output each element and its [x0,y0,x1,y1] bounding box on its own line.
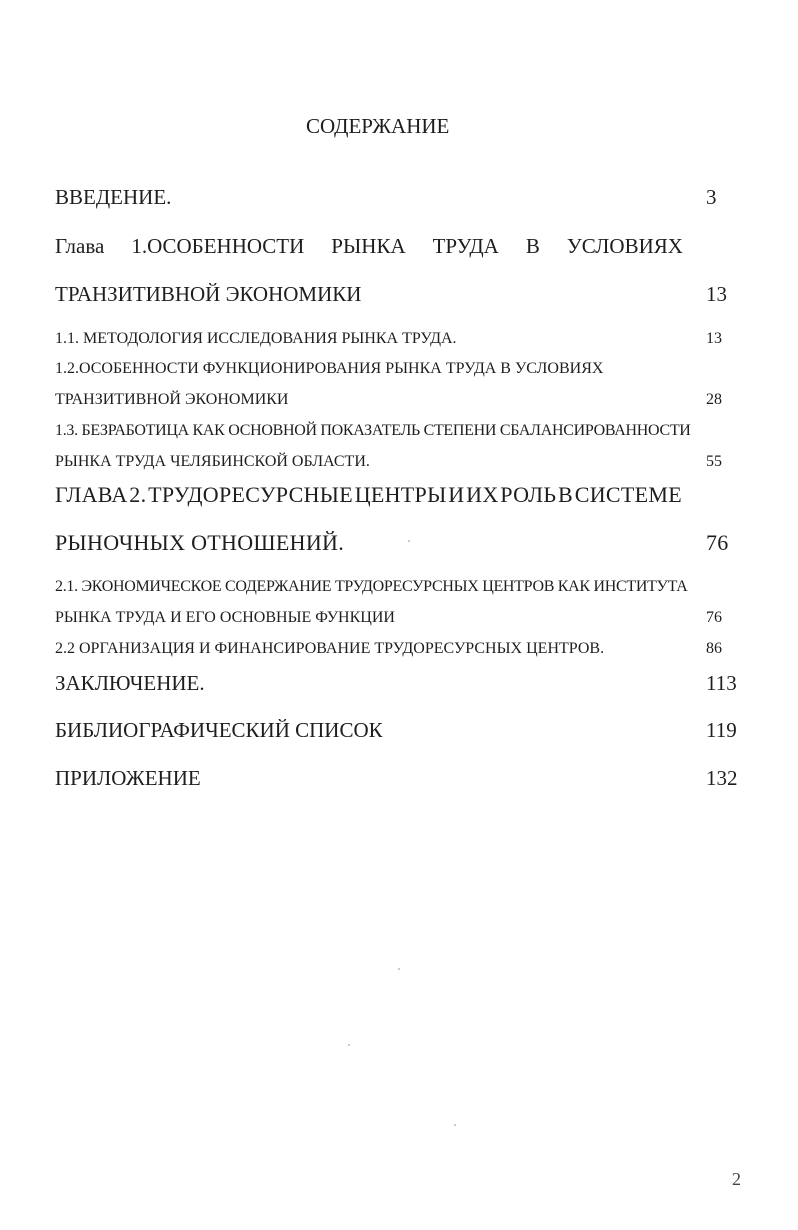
toc-section-2-1-line1: 2.1. ЭКОНОМИЧЕСКОЕ СОДЕРЖАНИЕ ТРУДОРЕСУРСНЫХ ЦЕНТРОВ КАК ИНСТИТУТА [55,578,688,595]
toc-ch1-word: УСЛОВИЯХ [566,234,683,258]
page-title: СОДЕРЖАНИЕ [306,114,450,138]
toc-ch2-word: И [448,482,465,507]
toc-section-2-1-page: 76 [706,609,722,626]
toc-bibliography-page: 119 [706,718,737,742]
toc-ch2-word: В [558,482,574,507]
toc-appendix-label: ПРИЛОЖЕНИЕ [55,766,201,790]
toc-chapter2-page: 76 [706,530,729,555]
toc-section-2-1-line2: РЫНКА ТРУДА И ЕГО ОСНОВНЫЕ ФУНКЦИИ [55,609,395,626]
toc-section-1-3-page: 55 [706,453,722,470]
toc-ch1-word: ТРУДА [432,234,499,258]
toc-bibliography-label: БИБЛИОГРАФИЧЕСКИЙ СПИСОК [55,718,383,742]
scan-speck [454,1124,456,1126]
toc-ch1-word: РЫНКА [331,234,406,258]
toc-ch2-word: ЦЕНТРЫ [354,482,447,507]
toc-intro-page: 3 [706,185,717,209]
toc-chapter1-line1 [55,236,683,257]
toc-intro-label: ВВЕДЕНИЕ. [55,185,172,209]
toc-chapter2-line1 [55,484,682,506]
toc-conclusion-label: ЗАКЛЮЧЕНИЕ. [55,671,205,695]
toc-section-1-1-label: 1.1. МЕТОДОЛОГИЯ ИССЛЕДОВАНИЯ РЫНКА ТРУДА. [55,330,457,347]
toc-ch2-word: ИХ [466,482,499,507]
toc-conclusion-page: 113 [706,671,737,695]
toc-section-2-2-label: 2.2 ОРГАНИЗАЦИЯ И ФИНАНСИРОВАНИЕ ТРУДОРЕСУРСНЫХ ЦЕНТРОВ. [55,640,605,657]
toc-section-1-2-page: 28 [706,391,722,408]
toc-ch2-word: 2. [129,482,147,507]
toc-ch2-word: РОЛЬ [500,482,557,507]
toc-section-1-3-line2: РЫНКА ТРУДА ЧЕЛЯБИНСКОЙ ОБЛАСТИ. [55,453,370,470]
toc-section-2-2-page: 86 [706,640,722,657]
toc-ch1-word: Глава [55,234,105,258]
toc-ch2-word: СИСТЕМЕ [574,482,682,507]
scan-speck [408,540,410,542]
toc-section-1-3-line1: 1.3. БЕЗРАБОТИЦА КАК ОСНОВНОЙ ПОКАЗАТЕЛЬ СТЕПЕНИ СБАЛАНСИРОВАННОСТИ [55,422,691,439]
toc-chapter1-line2: ТРАНЗИТИВНОЙ ЭКОНОМИКИ [55,282,362,306]
toc-section-1-2-line1: 1.2.ОСОБЕННОСТИ ФУНКЦИОНИРОВАНИЯ РЫНКА ТРУДА В УСЛОВИЯХ [55,360,604,377]
toc-ch2-word: ГЛАВА [55,482,128,507]
page-number: 2 [732,1169,741,1189]
toc-section-1-1-page: 13 [706,330,722,347]
toc-chapter1-page: 13 [706,282,727,306]
toc-ch2-word: ТРУДОРЕСУРСНЫЕ [148,482,353,507]
toc-chapter2-line2: РЫНОЧНЫХ ОТНОШЕНИЙ. [55,530,345,555]
toc-ch1-word: 1.ОСОБЕННОСТИ [131,234,305,258]
toc-ch1-word: В [525,234,540,258]
scan-speck [398,968,400,970]
toc-section-1-2-line2: ТРАНЗИТИВНОЙ ЭКОНОМИКИ [55,391,289,408]
scan-speck [348,1044,350,1046]
toc-appendix-page: 132 [706,766,738,790]
